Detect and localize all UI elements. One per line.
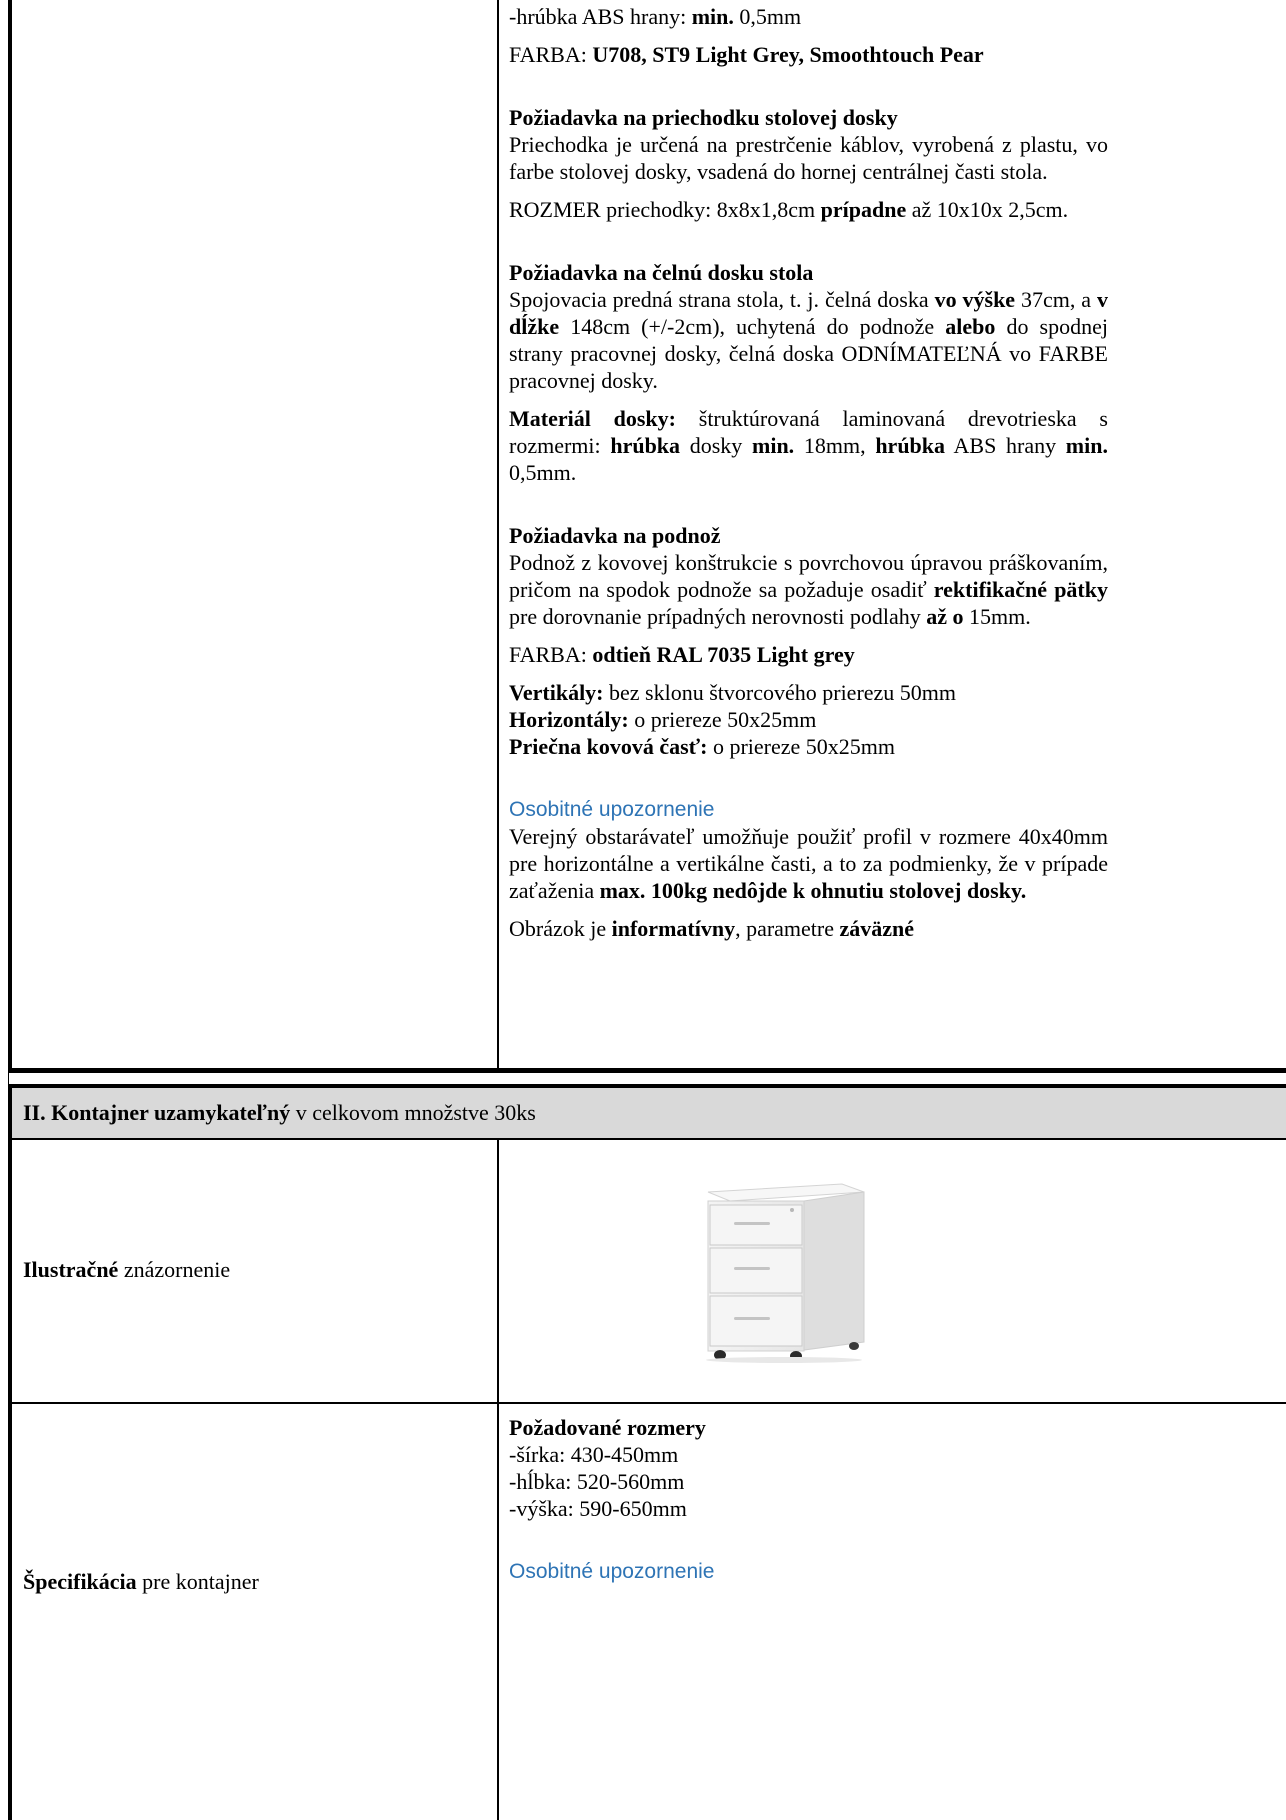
image-note-t3: , parametre: [735, 916, 840, 941]
grommet-size-c: až 10x10x 2,5cm.: [906, 197, 1069, 222]
grommet-size-b: prípadne: [820, 197, 907, 222]
table-bottom-border: [8, 1068, 1286, 1073]
container-spec-cell: [509, 1414, 1108, 1585]
front-panel-heading: Požiadavka na čelnú dosku stola: [509, 260, 814, 285]
base-t1: Podnož z kovovej konštrukcie s povrchovou úpravou práškovaním, pričom na spodok podnože sa požaduje osadiť: [509, 550, 1108, 602]
color-line-1: [509, 41, 1108, 68]
abs-edge-line: [509, 3, 1108, 30]
illustration-label-rest: znázornenie: [118, 1257, 231, 1282]
grommet-size-a: ROZMER priechodky: 8x8x1,8cm: [509, 197, 821, 222]
base-t3: pre dorovnanie prípadných nerovnosti podlahy: [509, 604, 927, 629]
table2-row-divider: [8, 1402, 1286, 1404]
grommet-text: Priechodka je určená na prestrčenie káblov, vyrobená z plastu, vo farbe stolovej dosky, vsadená do hornej centrálnej časti stola.: [509, 132, 1108, 184]
fp-t2: vo výške: [934, 287, 1016, 312]
color2-value: odtieň RAL 7035 Light grey: [592, 642, 855, 667]
color2-prefix: FARBA:: [509, 642, 593, 667]
mat-m1: Materiál dosky:: [509, 406, 676, 431]
image-note-t1: Obrázok je: [509, 916, 612, 941]
table2-header-divider: [8, 1138, 1286, 1140]
spec-cell-top: [509, 3, 1108, 942]
table2-left-border: [8, 1084, 12, 1820]
fp-t7: do spodnej strany pracovnej dosky, čelná doska ODNÍMATEĽNÁ vo FARBE pracovnej dosky.: [509, 314, 1108, 393]
notice-t2: max. 100kg nedôjde k ohnutiu stolovej dosky.: [599, 878, 1027, 903]
profile-cross: [509, 733, 1108, 760]
profile-h-label: Horizontály:: [509, 707, 629, 732]
spec-label: [23, 1568, 259, 1595]
dimensions-heading: Požadované rozmery: [509, 1415, 706, 1440]
image-note-t2: informatívny: [611, 916, 736, 941]
illustration-label-bold: Ilustračné: [23, 1257, 119, 1282]
front-panel-text: [509, 286, 1108, 394]
base-t5: 15mm.: [963, 604, 1031, 629]
profile-c-text: o priereze 50x25mm: [707, 734, 895, 759]
base-heading: Požiadavka na podnož: [509, 523, 721, 548]
spec-label-bold: Špecifikácia: [23, 1569, 137, 1594]
section-title: [23, 1099, 536, 1126]
mat-m6: 18mm,: [794, 433, 876, 458]
fp-t5: 148cm (+/-2cm), uchytená do podnože: [559, 314, 946, 339]
container-illustration: [694, 1174, 870, 1364]
image-note-t4: záväzné: [839, 916, 915, 941]
profile-c-label: Priečna kovová časť:: [509, 734, 708, 759]
color1-value: U708, ST9 Light Grey, Smoothtouch Pear: [592, 42, 984, 67]
section-title-rest: v celkovom množstve 30ks: [290, 1100, 536, 1125]
fp-t1: Spojovacia predná strana stola, t. j. čelná doska: [509, 287, 935, 312]
dimension-height: -výška: 590-650mm: [509, 1496, 687, 1521]
notice-text: [509, 823, 1108, 904]
abs-edge-min: min.: [691, 4, 734, 29]
mat-m3: hrúbka: [610, 433, 681, 458]
mat-m5: min.: [752, 433, 795, 458]
dimension-depth: -hĺbka: 520-560mm: [509, 1469, 685, 1494]
section-title-bold: II. Kontajner uzamykateľný: [23, 1100, 291, 1125]
color-line-2: [509, 641, 1108, 668]
fp-t4: v dĺžke: [509, 287, 1109, 339]
fp-t3: 37cm, a: [1015, 287, 1098, 312]
mat-m7: hrúbka: [875, 433, 946, 458]
grommet-heading: Požiadavka na priechodku stolovej dosky: [509, 105, 898, 130]
profile-v-label: Vertikály:: [509, 680, 604, 705]
base-t4: až o: [926, 604, 964, 629]
dimension-width: -šírka: 430-450mm: [509, 1442, 679, 1467]
abs-edge-value: 0,5mm: [733, 4, 802, 29]
profile-vertical: [509, 679, 1108, 706]
container-notice-heading: Osobitné upozornenie: [509, 1560, 715, 1583]
table-left-border: [8, 0, 12, 1071]
mat-m8: ABS hrany: [945, 433, 1066, 458]
profile-h-text: o priereze 50x25mm: [628, 707, 817, 732]
notice-heading: Osobitné upozornenie: [509, 798, 715, 821]
base-t2: rektifikačné pätky: [933, 577, 1108, 602]
mat-m9: min.: [1065, 433, 1108, 458]
color1-prefix: FARBA:: [509, 42, 593, 67]
table2-column-divider: [497, 1139, 499, 1820]
image-note: [509, 915, 1108, 942]
illustration-label: [23, 1256, 230, 1283]
mat-m10: 0,5mm.: [509, 460, 577, 485]
table-column-divider: [497, 0, 499, 1071]
abs-edge-prefix: -hrúbka ABS hrany:: [509, 4, 692, 29]
material-text: [509, 405, 1108, 486]
table2-top-border: [8, 1084, 1286, 1088]
grommet-size: [509, 196, 1108, 223]
mat-m2: štruktúrovaná laminovaná drevotrieska s rozmermi:: [509, 406, 1108, 458]
mat-m4: dosky: [680, 433, 752, 458]
fp-t6: alebo: [945, 314, 996, 339]
profile-v-text: bez sklonu štvorcového prierezu 50mm: [603, 680, 957, 705]
base-text: [509, 549, 1108, 630]
notice-t1: Verejný obstarávateľ umožňuje použiť profil v rozmere 40x40mm pre horizontálne a vertikálne časti, a to za podmienky, že v prípade zaťaženia: [509, 824, 1108, 903]
spec-label-rest: pre kontajner: [136, 1569, 259, 1594]
profile-horizontal: [509, 706, 1108, 733]
